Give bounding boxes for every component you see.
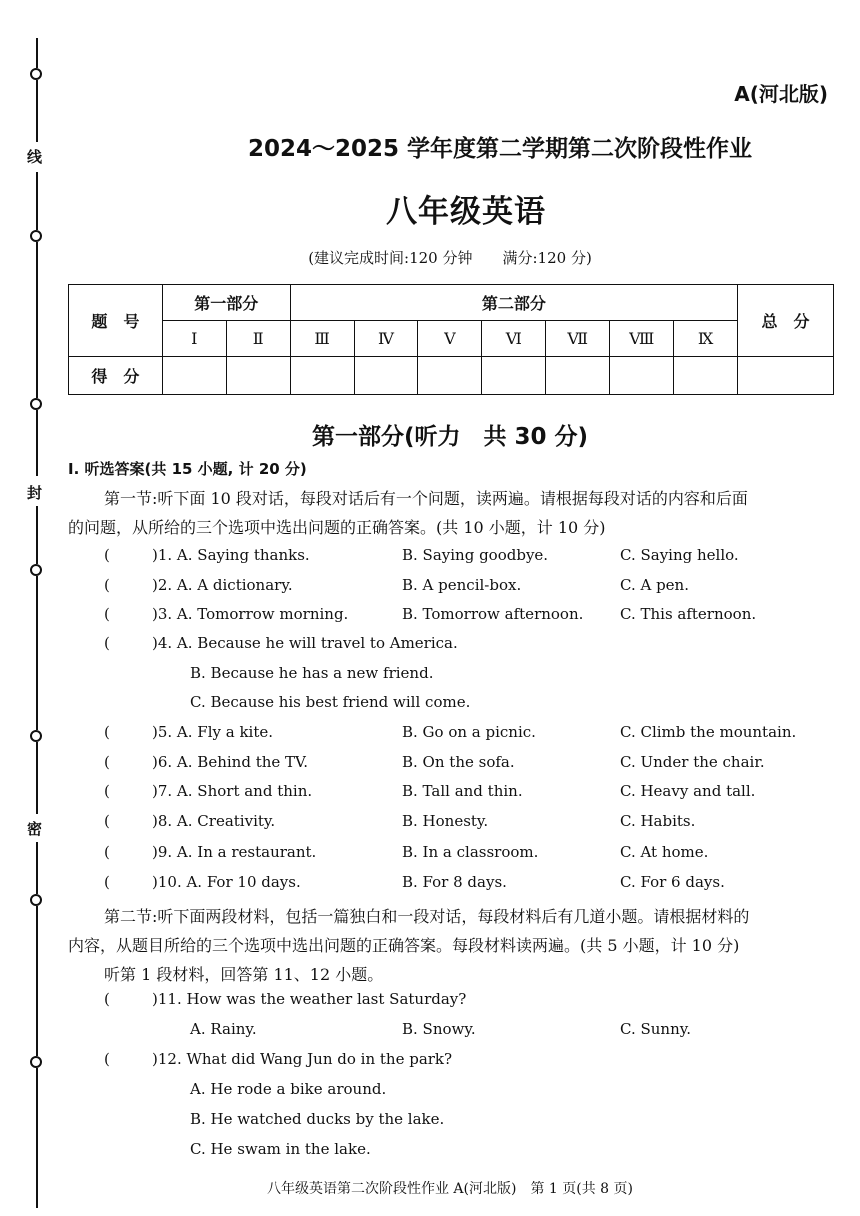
binding-hole [30,1056,42,1068]
binding-hole [30,68,42,80]
question-4-option-b: B. Because he has a new friend. [190,664,434,682]
answer-paren[interactable]: ( [104,873,110,891]
binding-line [36,576,38,730]
score-cell[interactable] [354,357,418,395]
question-7-option-c: C. Heavy and tall. [620,782,756,800]
margin-label-mi: 密 [27,820,43,838]
question-3-option-c: C. This afternoon. [620,605,757,623]
section-one-instruction-line1: 第一节:听下面 10 段对话，每段对话后有一个问题，读两遍。请根据每段对话的内容和后面 [104,489,748,508]
section-two-instruction-line1: 第二节:听下面两段材料，包括一篇独白和一段对话，每段材料后有几道小题。请根据材料的 [104,907,750,926]
section-one-title: Ⅰ. 听选答案(共 15 小题, 计 20 分) [68,460,307,478]
row-label-question-number: 题 号 [69,285,163,357]
score-cell[interactable] [290,357,354,395]
question-7-option-b: B. Tall and thin. [402,782,523,800]
answer-paren[interactable]: ( [104,753,110,771]
question-4-option-a: )4. A. Because he will travel to America. [152,634,458,652]
question-3-option-b: B. Tomorrow afternoon. [402,605,584,623]
question-11-option-c: C. Sunny. [620,1020,691,1038]
roman-numeral: Ⅸ [674,321,738,357]
question-12-option-a: A. He rode a bike around. [190,1080,387,1098]
question-9-option-c: C. At home. [620,843,709,861]
question-8-option-a: )8. A. Creativity. [152,812,276,830]
question-9-option-b: B. In a classroom. [402,843,539,861]
question-6-option-c: C. Under the chair. [620,753,765,771]
score-cell[interactable] [546,357,610,395]
roman-numeral: Ⅷ [610,321,674,357]
question-12-option-c: C. He swam in the lake. [190,1140,371,1158]
margin-label-xian: 线 [27,148,43,166]
question-8-option-c: C. Habits. [620,812,696,830]
question-11-stem: )11. How was the weather last Saturday? [152,990,467,1008]
answer-paren[interactable]: ( [104,990,110,1008]
answer-paren[interactable]: ( [104,812,110,830]
row-label-score: 得 分 [69,357,163,395]
edition-label: A(河北版) [734,82,828,106]
answer-paren[interactable]: ( [104,605,110,623]
question-1-option-a: )1. A. Saying thanks. [152,546,310,564]
answer-paren[interactable]: ( [104,576,110,594]
question-10-option-b: B. For 8 days. [402,873,507,891]
question-1-option-b: B. Saying goodbye. [402,546,549,564]
score-cell[interactable] [674,357,738,395]
question-11-option-b: B. Snowy. [402,1020,476,1038]
question-8-option-b: B. Honesty. [402,812,489,830]
exam-title: 2024～2025 学年度第二学期第二次阶段性作业 [247,136,753,162]
score-cell[interactable] [610,357,674,395]
roman-numeral: Ⅱ [226,321,290,357]
question-2-option-c: C. A pen. [620,576,689,594]
roman-numeral: Ⅳ [354,321,418,357]
part-one-heading: 第一部分(听力 共 30 分) [311,424,589,450]
question-12-stem: )12. What did Wang Jun do in the park? [152,1050,453,1068]
question-5-option-a: )5. A. Fly a kite. [152,723,274,741]
score-cell[interactable] [226,357,290,395]
part-one-header: 第一部分 [162,285,290,321]
binding-line [36,506,38,564]
roman-numeral: Ⅵ [482,321,546,357]
binding-hole [30,230,42,242]
roman-numeral: Ⅰ [162,321,226,357]
binding-line [36,742,38,814]
score-cell[interactable] [482,357,546,395]
roman-numeral: Ⅲ [290,321,354,357]
question-6-option-b: B. On the sofa. [402,753,515,771]
question-7-option-a: )7. A. Short and thin. [152,782,313,800]
page-footer: 八年级英语第二次阶段性作业 A(河北版) 第 1 页(共 8 页) [266,1181,634,1197]
score-table [68,284,834,395]
roman-numeral: Ⅴ [418,321,482,357]
binding-hole [30,398,42,410]
question-10-option-a: )10. A. For 10 days. [152,873,301,891]
question-5-option-c: C. Climb the mountain. [620,723,797,741]
total-score-cell[interactable] [738,357,834,395]
question-6-option-a: )6. A. Behind the TV. [152,753,309,771]
score-cell[interactable] [162,357,226,395]
total-score-header: 总 分 [738,285,834,357]
answer-paren[interactable]: ( [104,546,110,564]
section-one-instruction-line2: 的问题，从所给的三个选项中选出问题的正确答案。(共 10 小题，计 10 分) [68,518,606,537]
answer-paren[interactable]: ( [104,843,110,861]
question-5-option-b: B. Go on a picnic. [402,723,536,741]
score-cell[interactable] [418,357,482,395]
binding-hole [30,894,42,906]
material-note: 听第 1 段材料，回答第 11、12 小题。 [104,965,384,984]
question-10-option-c: C. For 6 days. [620,873,725,891]
time-info: (建议完成时间:120 分钟 满分:120 分) [308,249,592,267]
binding-hole [30,730,42,742]
answer-paren[interactable]: ( [104,634,110,652]
answer-paren[interactable]: ( [104,1050,110,1068]
answer-paren[interactable]: ( [104,723,110,741]
question-3-option-a: )3. A. Tomorrow morning. [152,605,349,623]
question-11-option-a: A. Rainy. [190,1020,257,1038]
question-12-option-b: B. He watched ducks by the lake. [190,1110,445,1128]
section-two-instruction-line2: 内容，从题目所给的三个选项中选出问题的正确答案。每段材料读两遍。(共 5 小题，计 10 分) [68,936,740,955]
binding-line [36,842,38,894]
question-2-option-b: B. A pencil-box. [402,576,522,594]
binding-line [36,38,38,68]
margin-label-feng: 封 [27,484,43,502]
answer-paren[interactable]: ( [104,782,110,800]
roman-numeral: Ⅶ [546,321,610,357]
binding-hole [30,564,42,576]
part-two-header: 第二部分 [290,285,737,321]
question-9-option-a: )9. A. In a restaurant. [152,843,317,861]
question-2-option-a: )2. A. A dictionary. [152,576,293,594]
question-4-option-c: C. Because his best friend will come. [190,693,471,711]
subject-title: 八年级英语 [386,194,546,230]
question-1-option-c: C. Saying hello. [620,546,739,564]
binding-line [36,906,38,1056]
